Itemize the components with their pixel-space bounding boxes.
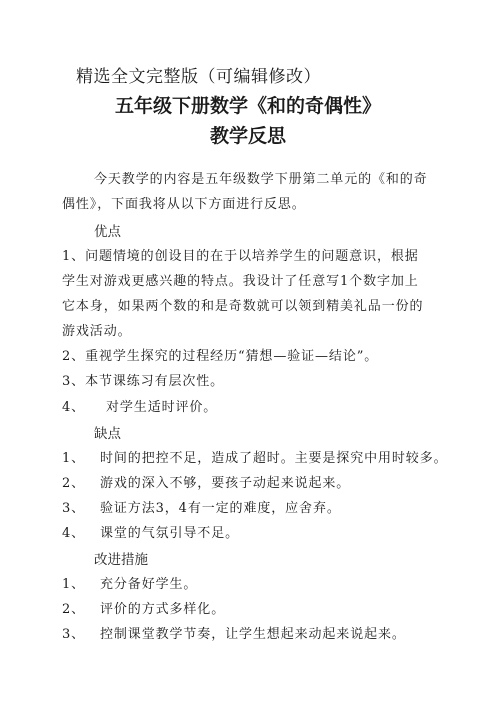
improvement-2-text: 评价的方式多样化。 [100,602,226,617]
improvement-1 [62,573,482,591]
advantage-4 [62,396,462,414]
advantage-1-line-4: 游戏活动。 [62,324,132,339]
document-subtitle: 教学反思 [209,125,286,147]
shortcoming-4 [62,522,482,540]
header-note: 精选全文完整版（可编辑修改） [76,67,321,87]
shortcoming-1-text: 时间的把控不足，造成了超时。主要是探究中用时较多。 [100,451,448,466]
improvement-3 [62,623,482,641]
improvement-2-number: 2、 [62,602,86,617]
advantage-4-number: 4、 [62,400,86,415]
advantage-1-line-3: 它本身，如果两个数的和是奇数就可以领到精美礼品一份的 [62,299,424,314]
advantage-1-line-2: 学生对游戏更感兴趣的特点。我设计了任意写1个数字加上 [62,274,419,289]
shortcoming-3-number: 3、 [62,501,86,516]
advantage-2: 2、重视学生探究的过程经历“猜想—验证—结论”。 [62,349,379,364]
advantage-3: 3、本节课练习有层次性。 [62,374,225,389]
shortcoming-2-number: 2、 [62,476,86,491]
section-heading-improvements: 改进措施 [94,552,148,568]
improvement-3-text: 控制课堂教学节奏，让学生想起来动起来说起来。 [100,627,406,642]
shortcoming-3 [62,497,482,515]
shortcoming-1 [62,447,482,465]
section-heading-advantages: 优点 [94,224,121,240]
intro-line-1: 今天教学的内容是五年级数学下册第二单元的《和的奇 [94,172,428,187]
improvement-3-number: 3、 [62,627,86,642]
shortcoming-2 [62,472,482,490]
shortcoming-1-number: 1、 [62,451,86,466]
advantage-4-text: 对学生适时评价。 [106,400,218,415]
shortcoming-4-text: 课堂的气氛引导不足。 [100,526,240,541]
intro-line-2: 偶性》，下面我将从以下方面进行反思。 [62,197,306,212]
advantage-1-line-1: 1、问题情境的创设目的在于以培养学生的问题意识，根据 [62,249,419,264]
improvement-2 [62,598,482,616]
shortcoming-2-text: 游戏的深入不够，要孩子动起来说起来。 [100,476,351,491]
document-title: 五年级下册数学《和的奇偶性》 [114,95,381,117]
improvement-1-number: 1、 [62,577,86,592]
shortcoming-4-number: 4、 [62,526,86,541]
improvement-1-text: 充分备好学生。 [100,577,198,592]
section-heading-shortcomings: 缺点 [94,426,121,442]
shortcoming-3-text: 验证方法3，4有一定的难度，应舍弃。 [100,501,341,516]
